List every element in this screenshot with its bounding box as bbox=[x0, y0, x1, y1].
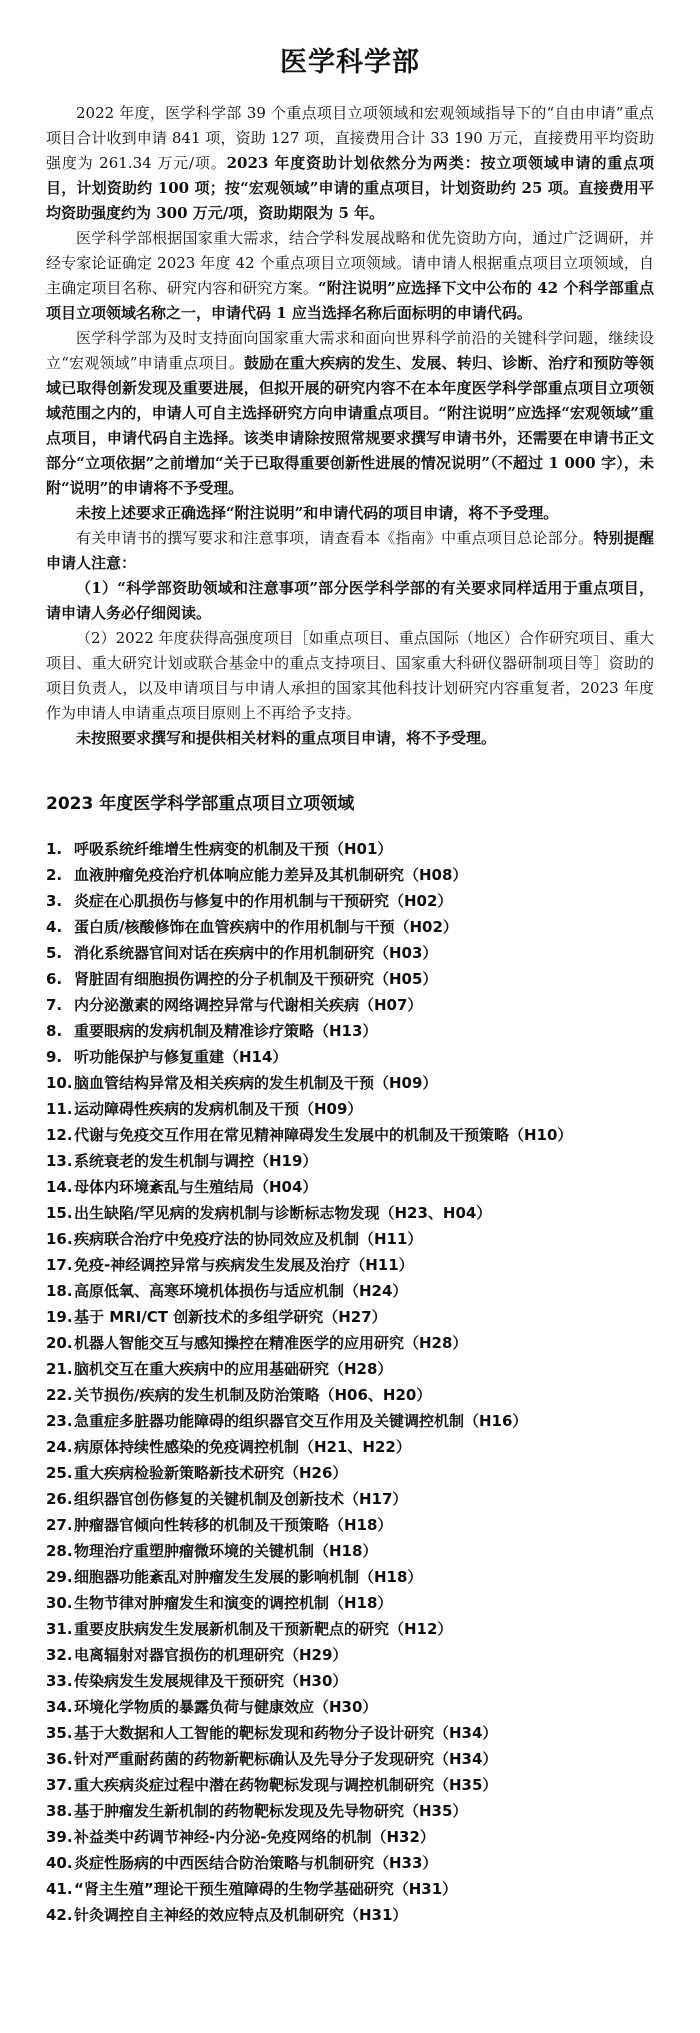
list-item-number: 36. bbox=[46, 1750, 73, 1768]
list-item-text: 重要眼病的发病机制及精准诊疗策略（H13） bbox=[74, 1022, 378, 1040]
list-item-number: 34. bbox=[46, 1698, 73, 1716]
list-item bbox=[46, 1564, 654, 1590]
list-item-number: 8. bbox=[46, 1022, 63, 1040]
list-item-number: 16. bbox=[46, 1230, 73, 1248]
list-item-text: 基于肿瘤发生新机制的药物靶标发现及先导物研究（H35） bbox=[74, 1802, 468, 1820]
list-item bbox=[46, 1512, 654, 1538]
list-item-number: 27. bbox=[46, 1516, 73, 1534]
list-item bbox=[46, 1460, 654, 1486]
list-item-number: 26. bbox=[46, 1490, 73, 1508]
list-item-text: 疾病联合治疗中免疫疗法的协同效应及机制（H11） bbox=[74, 1230, 423, 1248]
list-item bbox=[46, 1642, 654, 1668]
list-item-number: 38. bbox=[46, 1802, 73, 1820]
list-item-number: 25. bbox=[46, 1464, 73, 1482]
list-item-number: 39. bbox=[46, 1828, 73, 1846]
list-item-number: 42. bbox=[46, 1906, 73, 1924]
list-item bbox=[46, 1148, 654, 1174]
list-item-number: 4. bbox=[46, 918, 63, 936]
list-item-text: 重要皮肤病发生发展新机制及干预新靶点的研究（H12） bbox=[74, 1620, 453, 1638]
paragraph bbox=[46, 226, 654, 326]
bold-text: 未按照要求撰写和提供相关材料的重点项目申请，将不予受理。 bbox=[76, 729, 497, 747]
list-item-text: 环境化学物质的暴露负荷与健康效应（H30） bbox=[74, 1698, 378, 1716]
list-item-number: 20. bbox=[46, 1334, 73, 1352]
list-item bbox=[46, 862, 654, 888]
list-item bbox=[46, 1122, 654, 1148]
bold-text: 2023 年度资助计划依然分为两类：按立项领域申请的重点项目，计划资助约 100 项；按“宏观领域”申请的重点项目，计划资助约 25 项。直接费用平均资助强度约为 300 万元/项，资助期限为 5 年。 bbox=[46, 154, 654, 222]
list-item-text: 细胞器功能紊乱对肿瘤发生发展的影响机制（H18） bbox=[74, 1568, 423, 1586]
list-item-number: 17. bbox=[46, 1256, 73, 1274]
text-segment: 医学科学部根据国家重大需求，结合学科发展战略和优先资助方向，通过广泛调研，并经专家论证确定 2023 年度 42 个重点项目立项领域。请申请人根据重点项目立项领域，自主确定项目名称、研究内容和研究方案。 bbox=[46, 229, 654, 297]
list-item-number: 9. bbox=[46, 1048, 63, 1066]
list-item bbox=[46, 1538, 654, 1564]
list-item-number: 29. bbox=[46, 1568, 73, 1586]
list-item-number: 13. bbox=[46, 1152, 73, 1170]
list-item-number: 2. bbox=[46, 866, 63, 884]
list-item-text: 传染病发生发展规律及干预研究（H30） bbox=[74, 1672, 348, 1690]
list-item bbox=[46, 914, 654, 940]
paragraph bbox=[46, 626, 654, 726]
list-item-number: 24. bbox=[46, 1438, 73, 1456]
list-item bbox=[46, 1304, 654, 1330]
list-item bbox=[46, 1850, 654, 1876]
list-item-text: 关节损伤/疾病的发生机制及防治策略（H06、H20） bbox=[74, 1386, 432, 1404]
list-item-text: 内分泌激素的网络调控异常与代谢相关疾病（H07） bbox=[74, 996, 423, 1014]
list-item-text: 基于 MRI/CT 创新技术的多组学研究（H27） bbox=[74, 1308, 387, 1326]
list-item-text: 针对严重耐药菌的药物新靶标确认及先导分子发现研究（H34） bbox=[74, 1750, 498, 1768]
list-item bbox=[46, 1876, 654, 1902]
list-item-number: 37. bbox=[46, 1776, 73, 1794]
paragraph bbox=[46, 526, 654, 576]
bold-text: “附注说明”应选择下文中公布的 42 个科学部重点项目立项领域名称之一，申请代码 1 应当选择名称后面标明的申请代码。 bbox=[46, 279, 654, 322]
list-item bbox=[46, 1798, 654, 1824]
list-item-text: 血液肿瘤免疫治疗机体响应能力差异及其机制研究（H08） bbox=[74, 866, 468, 884]
list-item bbox=[46, 1408, 654, 1434]
list-item-number: 23. bbox=[46, 1412, 73, 1430]
list-item-number: 10. bbox=[46, 1074, 73, 1092]
text-segment: （2）2022 年度获得高强度项目［如重点项目、重点国际（地区）合作研究项目、重大项目、重大研究计划或联合基金中的重点支持项目、国家重大科研仪器研制项目等］资助的项目负责人，以及申请项目与申请人承担的国家其他科技计划研究内容重复者，2023 年度作为申请人申请重点项目原则上不再给予支持。 bbox=[46, 629, 654, 722]
list-item-number: 12. bbox=[46, 1126, 73, 1144]
list-item-text: 肿瘤器官倾向性转移的机制及干预策略（H18） bbox=[74, 1516, 393, 1534]
research-area-list bbox=[46, 836, 654, 1928]
list-item-text: 炎症性肠病的中西医结合防治策略与机制研究（H33） bbox=[74, 1854, 438, 1872]
list-item bbox=[46, 1668, 654, 1694]
list-item-number: 19. bbox=[46, 1308, 73, 1326]
list-item bbox=[46, 966, 654, 992]
section-title: 2023 年度医学科学部重点项目立项领域 bbox=[46, 794, 355, 814]
list-item-number: 35. bbox=[46, 1724, 73, 1742]
list-item-text: 脑机交互在重大疾病中的应用基础研究（H28） bbox=[74, 1360, 393, 1378]
list-item-number: 14. bbox=[46, 1178, 73, 1196]
list-item-text: 母体内环境紊乱与生殖结局（H04） bbox=[74, 1178, 318, 1196]
list-item-text: 脑血管结构异常及相关疾病的发生机制及干预（H09） bbox=[74, 1074, 438, 1092]
list-item-number: 31. bbox=[46, 1620, 73, 1638]
paragraph bbox=[46, 101, 654, 226]
list-item bbox=[46, 1356, 654, 1382]
list-item-number: 22. bbox=[46, 1386, 73, 1404]
list-item-text: 出生缺陷/罕见病的发病机制与诊断标志物发现（H23、H04） bbox=[74, 1204, 492, 1222]
paragraph bbox=[46, 726, 654, 751]
list-item-text: 免疫-神经调控异常与疾病发生发展及治疗（H11） bbox=[74, 1256, 414, 1274]
list-item bbox=[46, 940, 654, 966]
list-item-text: 呼吸系统纤维增生性病变的机制及干预（H01） bbox=[74, 840, 393, 858]
list-item-text: 重大疾病检验新策略新技术研究（H26） bbox=[74, 1464, 348, 1482]
list-item-text: 重大疾病炎症过程中潜在药物靶标发现与调控机制研究（H35） bbox=[74, 1776, 498, 1794]
list-item-number: 40. bbox=[46, 1854, 73, 1872]
list-item bbox=[46, 888, 654, 914]
list-item-number: 5. bbox=[46, 944, 63, 962]
list-item-text: 系统衰老的发生机制与调控（H19） bbox=[74, 1152, 318, 1170]
list-item-text: 炎症在心肌损伤与修复中的作用机制与干预研究（H02） bbox=[74, 892, 453, 910]
list-item bbox=[46, 836, 654, 862]
intro-text bbox=[46, 101, 654, 751]
text-segment: 医学科学部为及时支持面向国家重大需求和面向世界科学前沿的关键科学问题，继续设立“宏观领域”申请重点项目。 bbox=[46, 329, 654, 372]
text-segment: 2022 年度，医学科学部 39 个重点项目立项领域和宏观领域指导下的“自由申请”重点项目合计收到申请 841 项，资助 127 项，直接费用合计 33 190 万元，直接费用平均资助强度为 261.34 万元/项。 bbox=[46, 104, 654, 172]
list-item bbox=[46, 1200, 654, 1226]
list-item-text: 针灸调控自主神经的效应特点及机制研究（H31） bbox=[74, 1906, 408, 1924]
list-item-text: “肾主生殖”理论干预生殖障碍的生物学基础研究（H31） bbox=[74, 1880, 458, 1898]
list-item bbox=[46, 1434, 654, 1460]
list-item-text: 组织器官创伤修复的关键机制及创新技术（H17） bbox=[74, 1490, 408, 1508]
list-item bbox=[46, 1616, 654, 1642]
list-item-text: 电离辐射对器官损伤的机理研究（H29） bbox=[74, 1646, 348, 1664]
list-item bbox=[46, 1044, 654, 1070]
list-item bbox=[46, 1746, 654, 1772]
list-item-text: 听功能保护与修复重建（H14） bbox=[74, 1048, 288, 1066]
list-item bbox=[46, 1902, 654, 1928]
list-item-text: 蛋白质/核酸修饰在血管疾病中的作用机制与干预（H02） bbox=[74, 918, 458, 936]
list-item-text: 运动障碍性疾病的发病机制及干预（H09） bbox=[74, 1100, 363, 1118]
list-item bbox=[46, 1226, 654, 1252]
list-item bbox=[46, 1174, 654, 1200]
list-item bbox=[46, 1070, 654, 1096]
list-item bbox=[46, 1096, 654, 1122]
bold-text: 鼓励在重大疾病的发生、发展、转归、诊断、治疗和预防等领域已取得创新发现及重要进展，但拟开展的研究内容不在本年度医学科学部重点项目立项领域范围之内的，申请人可自主选择研究方向申请重点项目。“附注说明”应选择“宏观领域”重点项目，申请代码自主选择。该类申请除按照常规要求撰写申请书外，还需要在申请书正文部分“立项依据”之前增加“关于已取得重要创新性进展的情况说明”（不超过 1 000 字），未附“说明”的申请将不予受理。 bbox=[46, 354, 654, 497]
list-item-text: 机器人智能交互与感知操控在精准医学的应用研究（H28） bbox=[74, 1334, 468, 1352]
list-item-number: 11. bbox=[46, 1100, 73, 1118]
list-item-text: 肾脏固有细胞损伤调控的分子机制及干预研究（H05） bbox=[74, 970, 438, 988]
list-item bbox=[46, 1252, 654, 1278]
list-item bbox=[46, 1590, 654, 1616]
list-item-text: 消化系统器官间对话在疾病中的作用机制研究（H03） bbox=[74, 944, 438, 962]
list-item-number: 3. bbox=[46, 892, 63, 910]
list-item bbox=[46, 1330, 654, 1356]
bold-text: 特别提醒申请人注意： bbox=[46, 529, 654, 572]
list-item-text: 物理治疗重塑肿瘤微环境的关键机制（H18） bbox=[74, 1542, 378, 1560]
list-item-number: 32. bbox=[46, 1646, 73, 1664]
list-item bbox=[46, 1486, 654, 1512]
list-item-number: 28. bbox=[46, 1542, 73, 1560]
text-segment: 有关申请书的撰写要求和注意事项，请查看本《指南》中重点项目总论部分。 bbox=[76, 529, 594, 547]
list-item-text: 代谢与免疫交互作用在常见精神障碍发生发展中的机制及干预策略（H10） bbox=[74, 1126, 573, 1144]
list-item-number: 30. bbox=[46, 1594, 73, 1612]
list-item-number: 18. bbox=[46, 1282, 73, 1300]
bold-text: 未按上述要求正确选择“附注说明”和申请代码的项目申请，将不予受理。 bbox=[76, 504, 559, 522]
list-item-number: 21. bbox=[46, 1360, 73, 1378]
list-item-number: 6. bbox=[46, 970, 63, 988]
list-item bbox=[46, 1018, 654, 1044]
list-item bbox=[46, 1278, 654, 1304]
list-item-text: 病原体持续性感染的免疫调控机制（H21、H22） bbox=[74, 1438, 411, 1456]
page-title: 医学科学部 bbox=[280, 47, 420, 78]
paragraph bbox=[46, 326, 654, 501]
list-item-number: 33. bbox=[46, 1672, 73, 1690]
list-item-number: 15. bbox=[46, 1204, 73, 1222]
list-item bbox=[46, 1824, 654, 1850]
paragraph bbox=[46, 501, 654, 526]
list-item bbox=[46, 1382, 654, 1408]
list-item-text: 生物节律对肿瘤发生和演变的调控机制（H18） bbox=[74, 1594, 393, 1612]
list-item bbox=[46, 1772, 654, 1798]
list-item bbox=[46, 992, 654, 1018]
list-item-text: 基于大数据和人工智能的靶标发现和药物分子设计研究（H34） bbox=[74, 1724, 498, 1742]
paragraph bbox=[46, 576, 654, 626]
list-item bbox=[46, 1694, 654, 1720]
list-item-text: 高原低氧、高寒环境机体损伤与适应机制（H24） bbox=[74, 1282, 408, 1300]
bold-text: （1）“科学部资助领域和注意事项”部分医学科学部的有关要求同样适用于重点项目，请申请人务必仔细阅读。 bbox=[46, 579, 654, 622]
list-item bbox=[46, 1720, 654, 1746]
list-item-number: 41. bbox=[46, 1880, 73, 1898]
list-item-number: 1. bbox=[46, 840, 63, 858]
list-item-text: 急重症多脏器功能障碍的组织器官交互作用及关键调控机制（H16） bbox=[74, 1412, 528, 1430]
list-item-text: 补益类中药调节神经-内分泌-免疫网络的机制（H32） bbox=[74, 1828, 435, 1846]
list-item-number: 7. bbox=[46, 996, 63, 1014]
